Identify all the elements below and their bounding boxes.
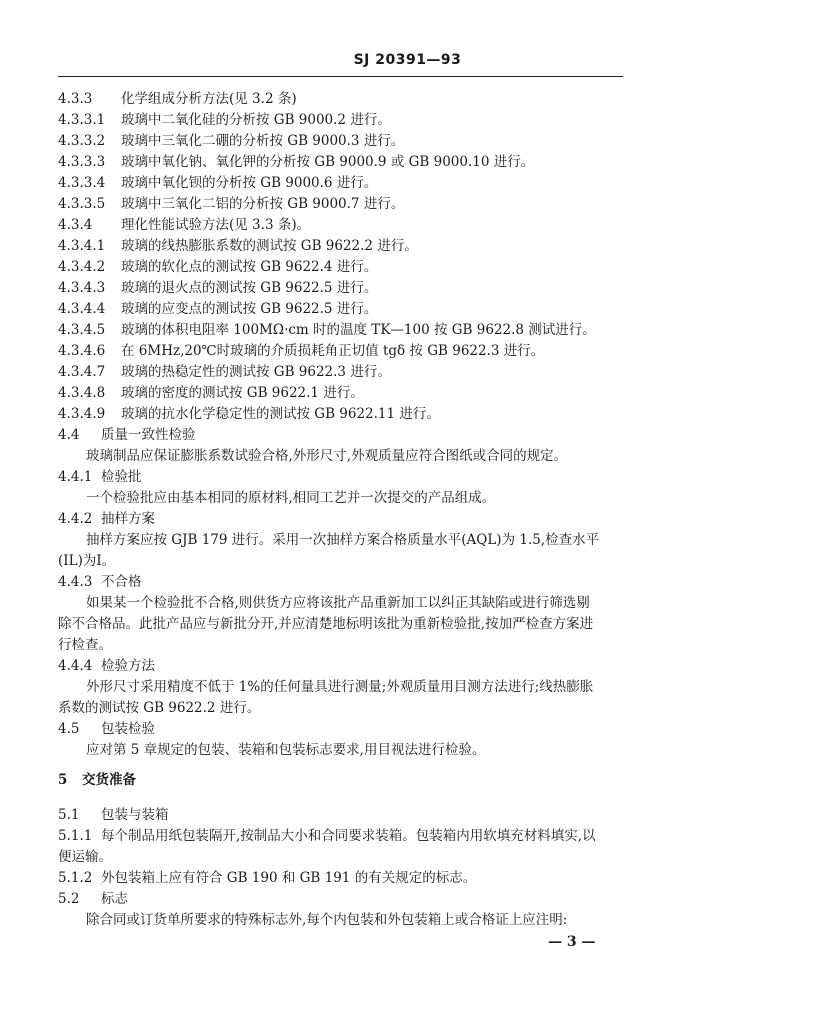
clause-4-4-2	[58, 510, 623, 528]
clause-number: 5.1.1	[58, 828, 93, 844]
header-rule	[58, 76, 623, 77]
clause-text: 玻璃的密度的测试按 GB 9622.1 进行。	[121, 385, 364, 401]
paragraph-line	[58, 848, 623, 866]
clause-number: 4.3.4.1	[58, 238, 106, 254]
clause-number: 4.3.3.4	[58, 175, 106, 191]
clause-text: 玻璃的退火点的测试按 GB 9622.5 进行。	[121, 280, 378, 296]
clause-text: 包装检验	[101, 721, 155, 737]
clause-text: 玻璃中三氧化二硼的分析按 GB 9000.3 进行。	[121, 133, 405, 149]
clause-number: 4.4.4	[58, 658, 93, 674]
paragraph-text: 便运输。	[58, 849, 112, 865]
clause-text: 化学组成分析方法(见 3.2 条)	[121, 91, 297, 107]
clause-4-3-4-1	[58, 237, 623, 255]
paragraph-line	[86, 489, 623, 507]
clause-4-3-3	[58, 90, 623, 108]
clause-text: 玻璃的软化点的测试按 GB 9622.4 进行。	[121, 259, 378, 275]
clause-text: 外包装箱上应有符合 GB 190 和 GB 191 的有关规定的标志。	[101, 870, 477, 886]
clause-text: 理化性能试验方法(见 3.3 条)。	[121, 217, 311, 233]
clause-text: 抽样方案	[101, 511, 155, 527]
clause-number: 4.3.4.4	[58, 301, 106, 317]
clause-number: 4.3.4.8	[58, 385, 106, 401]
clause-number: 4.4.2	[58, 511, 93, 527]
clause-number: 4.3.4	[58, 217, 93, 233]
paragraph-text: 行检查。	[58, 637, 112, 653]
clause-text: 质量一致性检验	[101, 427, 196, 443]
page-number: — 3 —	[548, 934, 596, 950]
clause-text: 玻璃的体积电阻率 100MΩ·cm 时的温度 TK—100 按 GB 9622.8 测试进行。	[121, 322, 596, 338]
clause-5-1-2	[58, 869, 623, 887]
clause-text: 不合格	[101, 574, 142, 590]
paragraph-text: 一个检验批应由基本相同的原材料,相同工艺并一次提交的产品组成。	[86, 490, 496, 506]
paragraph-text: 除不合格品。此批产品应与新批分开,并应清楚地标明该批为重新检验批,按加严检查方案进	[58, 616, 594, 632]
clause-number: 4.5	[58, 721, 80, 737]
clause-text: 玻璃中氧化钠、氧化钾的分析按 GB 9000.9 或 GB 9000.10 进行。	[121, 154, 535, 170]
paragraph-line	[86, 447, 623, 465]
clause-number: 4.3.3.2	[58, 133, 106, 149]
clause-text: 玻璃的抗水化学稳定性的测试按 GB 9622.11 进行。	[121, 406, 440, 422]
paragraph-line	[58, 699, 623, 717]
standard-code-header: SJ 20391—93	[353, 52, 462, 68]
paragraph-line	[58, 615, 623, 633]
clause-4-3-4-6	[58, 342, 623, 360]
clause-number: 5.1	[58, 807, 80, 823]
clause-number: 4.3.3.1	[58, 112, 106, 128]
clause-text: 玻璃中二氧化硅的分析按 GB 9000.2 进行。	[121, 112, 391, 128]
paragraph-line	[86, 594, 623, 612]
paragraph-text: 玻璃制品应保证膨胀系数试验合格,外形尺寸,外观质量应符合图纸或合同的规定。	[86, 448, 568, 464]
clause-5-1-1	[58, 827, 623, 845]
paragraph-text: 外形尺寸采用精度不低于 1%的任何量具进行测量;外观质量用目测方法进行;线热膨胀	[86, 679, 594, 695]
paragraph-line	[86, 911, 623, 929]
clause-number: 5.1.2	[58, 870, 93, 886]
clause-4-3-3-2	[58, 132, 623, 150]
paragraph-text: 系数的测试按 GB 9622.2 进行。	[58, 700, 261, 716]
clause-number: 4.3.4.3	[58, 280, 106, 296]
clause-4-3-4	[58, 216, 623, 234]
clause-number: 4.3.4.2	[58, 259, 106, 275]
clause-4-3-4-2	[58, 258, 623, 276]
clause-4-4-3	[58, 573, 623, 591]
clause-4-3-4-9	[58, 405, 623, 423]
clause-text: 检验方法	[101, 658, 155, 674]
clause-text: 每个制品用纸包装隔开,按制品大小和合同要求装箱。包装箱内用软填充材料填实,以	[101, 828, 596, 844]
clause-number: 4.4.1	[58, 469, 93, 485]
paragraph-text: 除合同或订货单所要求的特殊标志外,每个内包装和外包装箱上或合格证上应注明:	[86, 912, 568, 928]
clause-5-2	[58, 890, 623, 908]
clause-4-4-1	[58, 468, 623, 486]
clause-4-3-3-5	[58, 195, 623, 213]
clause-4-3-3-1	[58, 111, 623, 129]
clause-4-3-4-5	[58, 321, 623, 339]
clause-text: 玻璃的热稳定性的测试按 GB 9622.3 进行。	[121, 364, 391, 380]
section-5-heading	[58, 771, 623, 789]
clause-text: 玻璃中氧化钡的分析按 GB 9000.6 进行。	[121, 175, 378, 191]
clause-4-4	[58, 426, 623, 444]
clause-number: 4.3.3	[58, 91, 93, 107]
clause-4-3-4-7	[58, 363, 623, 381]
paragraph-text: 抽样方案应按 GJB 179 进行。采用一次抽样方案合格质量水平(AQL)为 1.5,检查水平	[86, 532, 600, 548]
clause-4-4-4	[58, 657, 623, 675]
clause-4-3-4-4	[58, 300, 623, 318]
clause-4-3-4-3	[58, 279, 623, 297]
clause-number: 4.3.4.7	[58, 364, 106, 380]
clause-4-3-3-3	[58, 153, 623, 171]
clause-5-1	[58, 806, 623, 824]
paragraph-line	[58, 552, 623, 570]
clause-number: 4.3.3.5	[58, 196, 106, 212]
clause-text: 在 6MHz,20℃时玻璃的介质损耗角正切值 tgδ 按 GB 9622.3 进行。	[121, 343, 545, 359]
clause-4-5	[58, 720, 623, 738]
clause-number: 4.3.3.3	[58, 154, 106, 170]
clause-4-3-4-8	[58, 384, 623, 402]
clause-number: 4.3.4.6	[58, 343, 106, 359]
paragraph-line	[86, 741, 623, 759]
paragraph-text: 应对第 5 章规定的包装、装箱和包装标志要求,用目视法进行检验。	[86, 742, 486, 758]
clause-number: 4.4	[58, 427, 80, 443]
clause-4-3-3-4	[58, 174, 623, 192]
section-number: 5	[58, 772, 68, 788]
clause-text: 玻璃中三氧化二铝的分析按 GB 9000.7 进行。	[121, 196, 405, 212]
clause-text: 标志	[101, 891, 128, 907]
paragraph-text: (IL)为Ⅰ。	[58, 553, 116, 569]
clause-number: 4.3.4.5	[58, 322, 106, 338]
section-title: 交货准备	[82, 772, 136, 788]
clause-text: 玻璃的应变点的测试按 GB 9622.5 进行。	[121, 301, 378, 317]
paragraph-line	[58, 636, 623, 654]
paragraph-line	[86, 678, 623, 696]
clause-number: 4.3.4.9	[58, 406, 106, 422]
clause-number: 5.2	[58, 891, 80, 907]
clause-text: 玻璃的线热膨胀系数的测试按 GB 9622.2 进行。	[121, 238, 418, 254]
paragraph-line	[86, 531, 623, 549]
paragraph-text: 如果某一个检验批不合格,则供货方应将该批产品重新加工以纠正其缺陷或进行筛选剔	[86, 595, 590, 611]
clause-number: 4.4.3	[58, 574, 93, 590]
clause-text: 包装与装箱	[101, 807, 169, 823]
clause-text: 检验批	[101, 469, 142, 485]
